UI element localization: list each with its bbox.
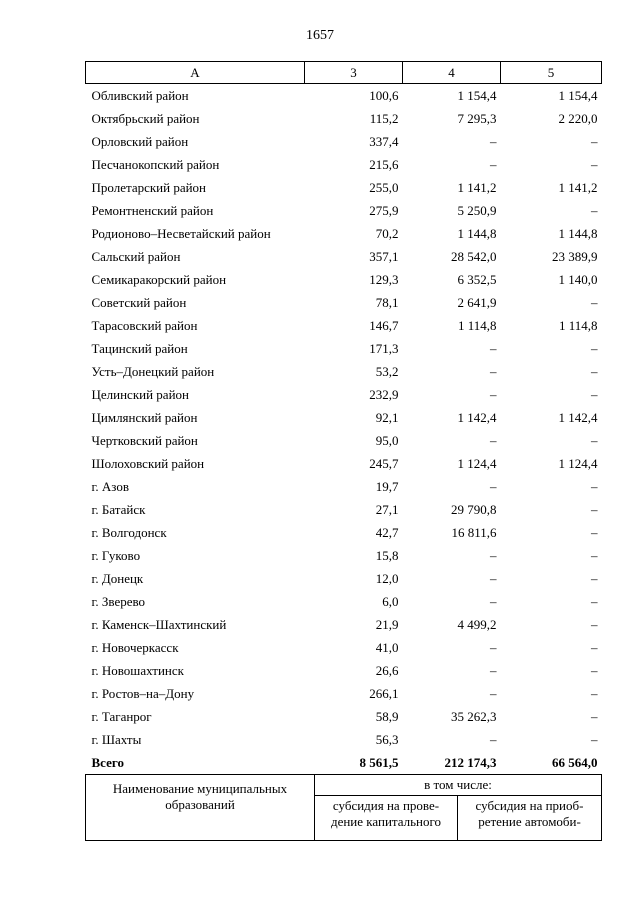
- row-col-4: 16 811,6: [451, 525, 497, 540]
- row-col-5: –: [591, 709, 598, 724]
- row-col-4: –: [490, 663, 497, 678]
- row-col-4: –: [490, 387, 497, 402]
- table-row: [86, 84, 602, 108]
- table-header: [86, 62, 602, 84]
- row-name: г. Новочеркасск: [91, 640, 179, 655]
- row-col-4: –: [490, 571, 497, 586]
- table-row: [86, 613, 602, 636]
- row-col-4: –: [490, 594, 497, 609]
- row-col-4: 35 262,3: [451, 709, 497, 724]
- row-col-4: 2 641,9: [457, 295, 497, 310]
- row-name: Пролетарский район: [91, 180, 207, 195]
- table-row: [86, 475, 602, 498]
- row-col-3: 357,1: [369, 249, 399, 264]
- row-col-5: –: [591, 341, 598, 356]
- row-col-3: 15,8: [375, 548, 399, 563]
- row-col-3: 215,6: [369, 157, 399, 172]
- row-col-5: –: [591, 502, 598, 517]
- row-name: Шолоховский район: [91, 456, 205, 471]
- row-col-3: 171,3: [369, 341, 399, 356]
- row-col-3: 100,6: [369, 88, 399, 103]
- table-row: [86, 222, 602, 245]
- table-row: [86, 659, 602, 682]
- table-row: [86, 406, 602, 429]
- row-col-3: 21,9: [375, 617, 399, 632]
- table-row: [86, 107, 602, 130]
- row-col-5: –: [591, 295, 598, 310]
- row-col-4: –: [490, 640, 497, 655]
- table-row: [86, 498, 602, 521]
- table-row: [86, 199, 602, 222]
- table-row: [86, 314, 602, 337]
- row-col-5: –: [591, 640, 598, 655]
- row-name: Сальский район: [91, 249, 181, 264]
- row-col-3: 58,9: [375, 709, 399, 724]
- row-col-4: –: [490, 433, 497, 448]
- row-col-3: 56,3: [375, 732, 399, 747]
- table-row: [86, 728, 602, 751]
- row-col-5: –: [591, 571, 598, 586]
- row-col-5: 2 220,0: [558, 111, 598, 126]
- row-name: Тарасовский район: [91, 318, 198, 333]
- row-col-5: –: [591, 157, 598, 172]
- row-col-5: –: [591, 548, 598, 563]
- row-name: Семикаракорский район: [91, 272, 227, 287]
- header-col-a: А: [86, 62, 305, 84]
- table-row: [86, 521, 602, 544]
- row-name: г. Донецк: [91, 571, 144, 586]
- row-name: Песчанокопский район: [91, 157, 220, 172]
- row-col-5: –: [591, 732, 598, 747]
- row-name: Родионово–Несветайский район: [91, 226, 271, 241]
- table-row: [86, 682, 602, 705]
- row-name: г. Ростов–на–Дону: [91, 686, 195, 701]
- row-name: Цимлянский район: [91, 410, 198, 425]
- row-col-5: –: [591, 433, 598, 448]
- row-col-5: 23 389,9: [552, 249, 598, 264]
- row-col-5: –: [591, 525, 598, 540]
- row-name: г. Зверево: [91, 594, 146, 609]
- row-name: г. Новошахтинск: [91, 663, 184, 678]
- row-name: г. Таганрог: [91, 709, 152, 724]
- total-row: [86, 751, 602, 774]
- row-col-4: –: [490, 157, 497, 172]
- row-col-3: 275,9: [369, 203, 399, 218]
- row-col-5: –: [591, 617, 598, 632]
- header-col-3: 3: [305, 62, 403, 84]
- row-name: Обливский район: [91, 88, 189, 103]
- row-col-5: 1 114,8: [558, 318, 598, 333]
- row-col-5: –: [591, 387, 598, 402]
- row-col-5: 1 142,4: [558, 410, 598, 425]
- row-col-4: 1 144,8: [457, 226, 497, 241]
- row-col-3: 232,9: [369, 387, 399, 402]
- row-col-4: 6 352,5: [457, 272, 497, 287]
- row-col-5: –: [591, 479, 598, 494]
- row-col-4: –: [490, 686, 497, 701]
- header-municipality: Наименование муниципальных образований: [86, 775, 315, 841]
- row-col-3: 70,2: [375, 226, 399, 241]
- table-row: [86, 153, 602, 176]
- row-name: Чертковский район: [91, 433, 198, 448]
- row-col-3: 129,3: [369, 272, 399, 287]
- row-name: г. Гуково: [91, 548, 141, 563]
- table-row: [86, 337, 602, 360]
- row-col-5: –: [591, 203, 598, 218]
- row-col-3: 42,7: [375, 525, 399, 540]
- row-col-4: –: [490, 548, 497, 563]
- table-row: [86, 383, 602, 406]
- row-col-4: –: [490, 341, 497, 356]
- row-col-5: 1 140,0: [558, 272, 598, 287]
- row-col-3: 27,1: [375, 502, 399, 517]
- table-row: [86, 429, 602, 452]
- page-number: 1657: [306, 28, 334, 43]
- total-row-col-3: 8 561,5: [359, 755, 399, 770]
- row-col-5: –: [591, 594, 598, 609]
- row-col-3: 6,0: [382, 594, 399, 609]
- row-col-3: 115,2: [369, 111, 399, 126]
- row-col-5: –: [591, 663, 598, 678]
- row-col-3: 41,0: [375, 640, 399, 655]
- row-col-4: 5 250,9: [457, 203, 497, 218]
- row-col-3: 12,0: [375, 571, 399, 586]
- table-row: [86, 590, 602, 613]
- row-name: Октябрьский район: [91, 111, 200, 126]
- table-row: [86, 544, 602, 567]
- row-col-3: 255,0: [369, 180, 399, 195]
- table-row: [86, 291, 602, 314]
- row-name: г. Каменск–Шахтинский: [91, 617, 227, 632]
- row-col-4: 1 142,4: [457, 410, 497, 425]
- row-col-5: 1 141,2: [558, 180, 598, 195]
- row-col-3: 337,4: [369, 134, 399, 149]
- row-col-5: 1 124,4: [558, 456, 598, 471]
- row-col-3: 53,2: [375, 364, 399, 379]
- row-col-3: 146,7: [369, 318, 399, 333]
- row-name: Тацинский район: [91, 341, 188, 356]
- table-row: [86, 705, 602, 728]
- row-col-4: 29 790,8: [451, 502, 497, 517]
- row-col-5: –: [591, 134, 598, 149]
- row-col-3: 92,1: [375, 410, 399, 425]
- total-row-col-4: 212 174,3: [444, 755, 497, 770]
- header-subsidy-vehicle: субсидия на приоб-ретение автомоби-: [458, 796, 602, 841]
- row-name: Ремонтненский район: [91, 203, 214, 218]
- row-col-5: –: [591, 364, 598, 379]
- row-col-3: 78,1: [375, 295, 399, 310]
- table-body: [86, 84, 602, 775]
- row-col-3: 19,7: [375, 479, 399, 494]
- table-row: [86, 567, 602, 590]
- row-col-3: 26,6: [375, 663, 399, 678]
- next-table-header: [85, 774, 602, 841]
- table-row: [86, 130, 602, 153]
- row-col-5: 1 154,4: [558, 88, 598, 103]
- row-col-3: 95,0: [375, 433, 399, 448]
- subsidy-table: [85, 61, 602, 774]
- row-name: Целинский район: [91, 387, 189, 402]
- row-col-4: –: [490, 479, 497, 494]
- row-col-4: 7 295,3: [457, 111, 497, 126]
- row-col-4: –: [490, 134, 497, 149]
- table-row: [86, 360, 602, 383]
- total-label: Всего: [91, 755, 124, 770]
- row-name: г. Азов: [91, 479, 129, 494]
- header-including: в том числе:: [315, 775, 602, 796]
- row-col-4: 1 114,8: [457, 318, 497, 333]
- table-row: [86, 636, 602, 659]
- row-col-4: –: [490, 732, 497, 747]
- row-name: г. Батайск: [91, 502, 146, 517]
- row-col-4: 1 154,4: [457, 88, 497, 103]
- row-col-3: 266,1: [369, 686, 399, 701]
- row-col-5: 1 144,8: [558, 226, 598, 241]
- row-col-5: –: [591, 686, 598, 701]
- header-subsidy-capital: субсидия на прове-дение капитального: [315, 796, 458, 841]
- row-col-4: 1 141,2: [457, 180, 497, 195]
- row-name: г. Волгодонск: [91, 525, 167, 540]
- row-name: Орловский район: [91, 134, 189, 149]
- table-row: [86, 245, 602, 268]
- table-row: [86, 452, 602, 475]
- row-col-4: 1 124,4: [457, 456, 497, 471]
- row-name: Усть–Донецкий район: [91, 364, 215, 379]
- header-col-5: 5: [501, 62, 602, 84]
- total-row-col-5: 66 564,0: [552, 755, 598, 770]
- row-col-4: –: [490, 364, 497, 379]
- row-name: Советский район: [91, 295, 187, 310]
- row-col-4: 4 499,2: [457, 617, 497, 632]
- table-row: [86, 176, 602, 199]
- header-col-4: 4: [403, 62, 501, 84]
- table-row: [86, 268, 602, 291]
- row-name: г. Шахты: [91, 732, 142, 747]
- row-col-3: 245,7: [369, 456, 399, 471]
- row-col-4: 28 542,0: [451, 249, 497, 264]
